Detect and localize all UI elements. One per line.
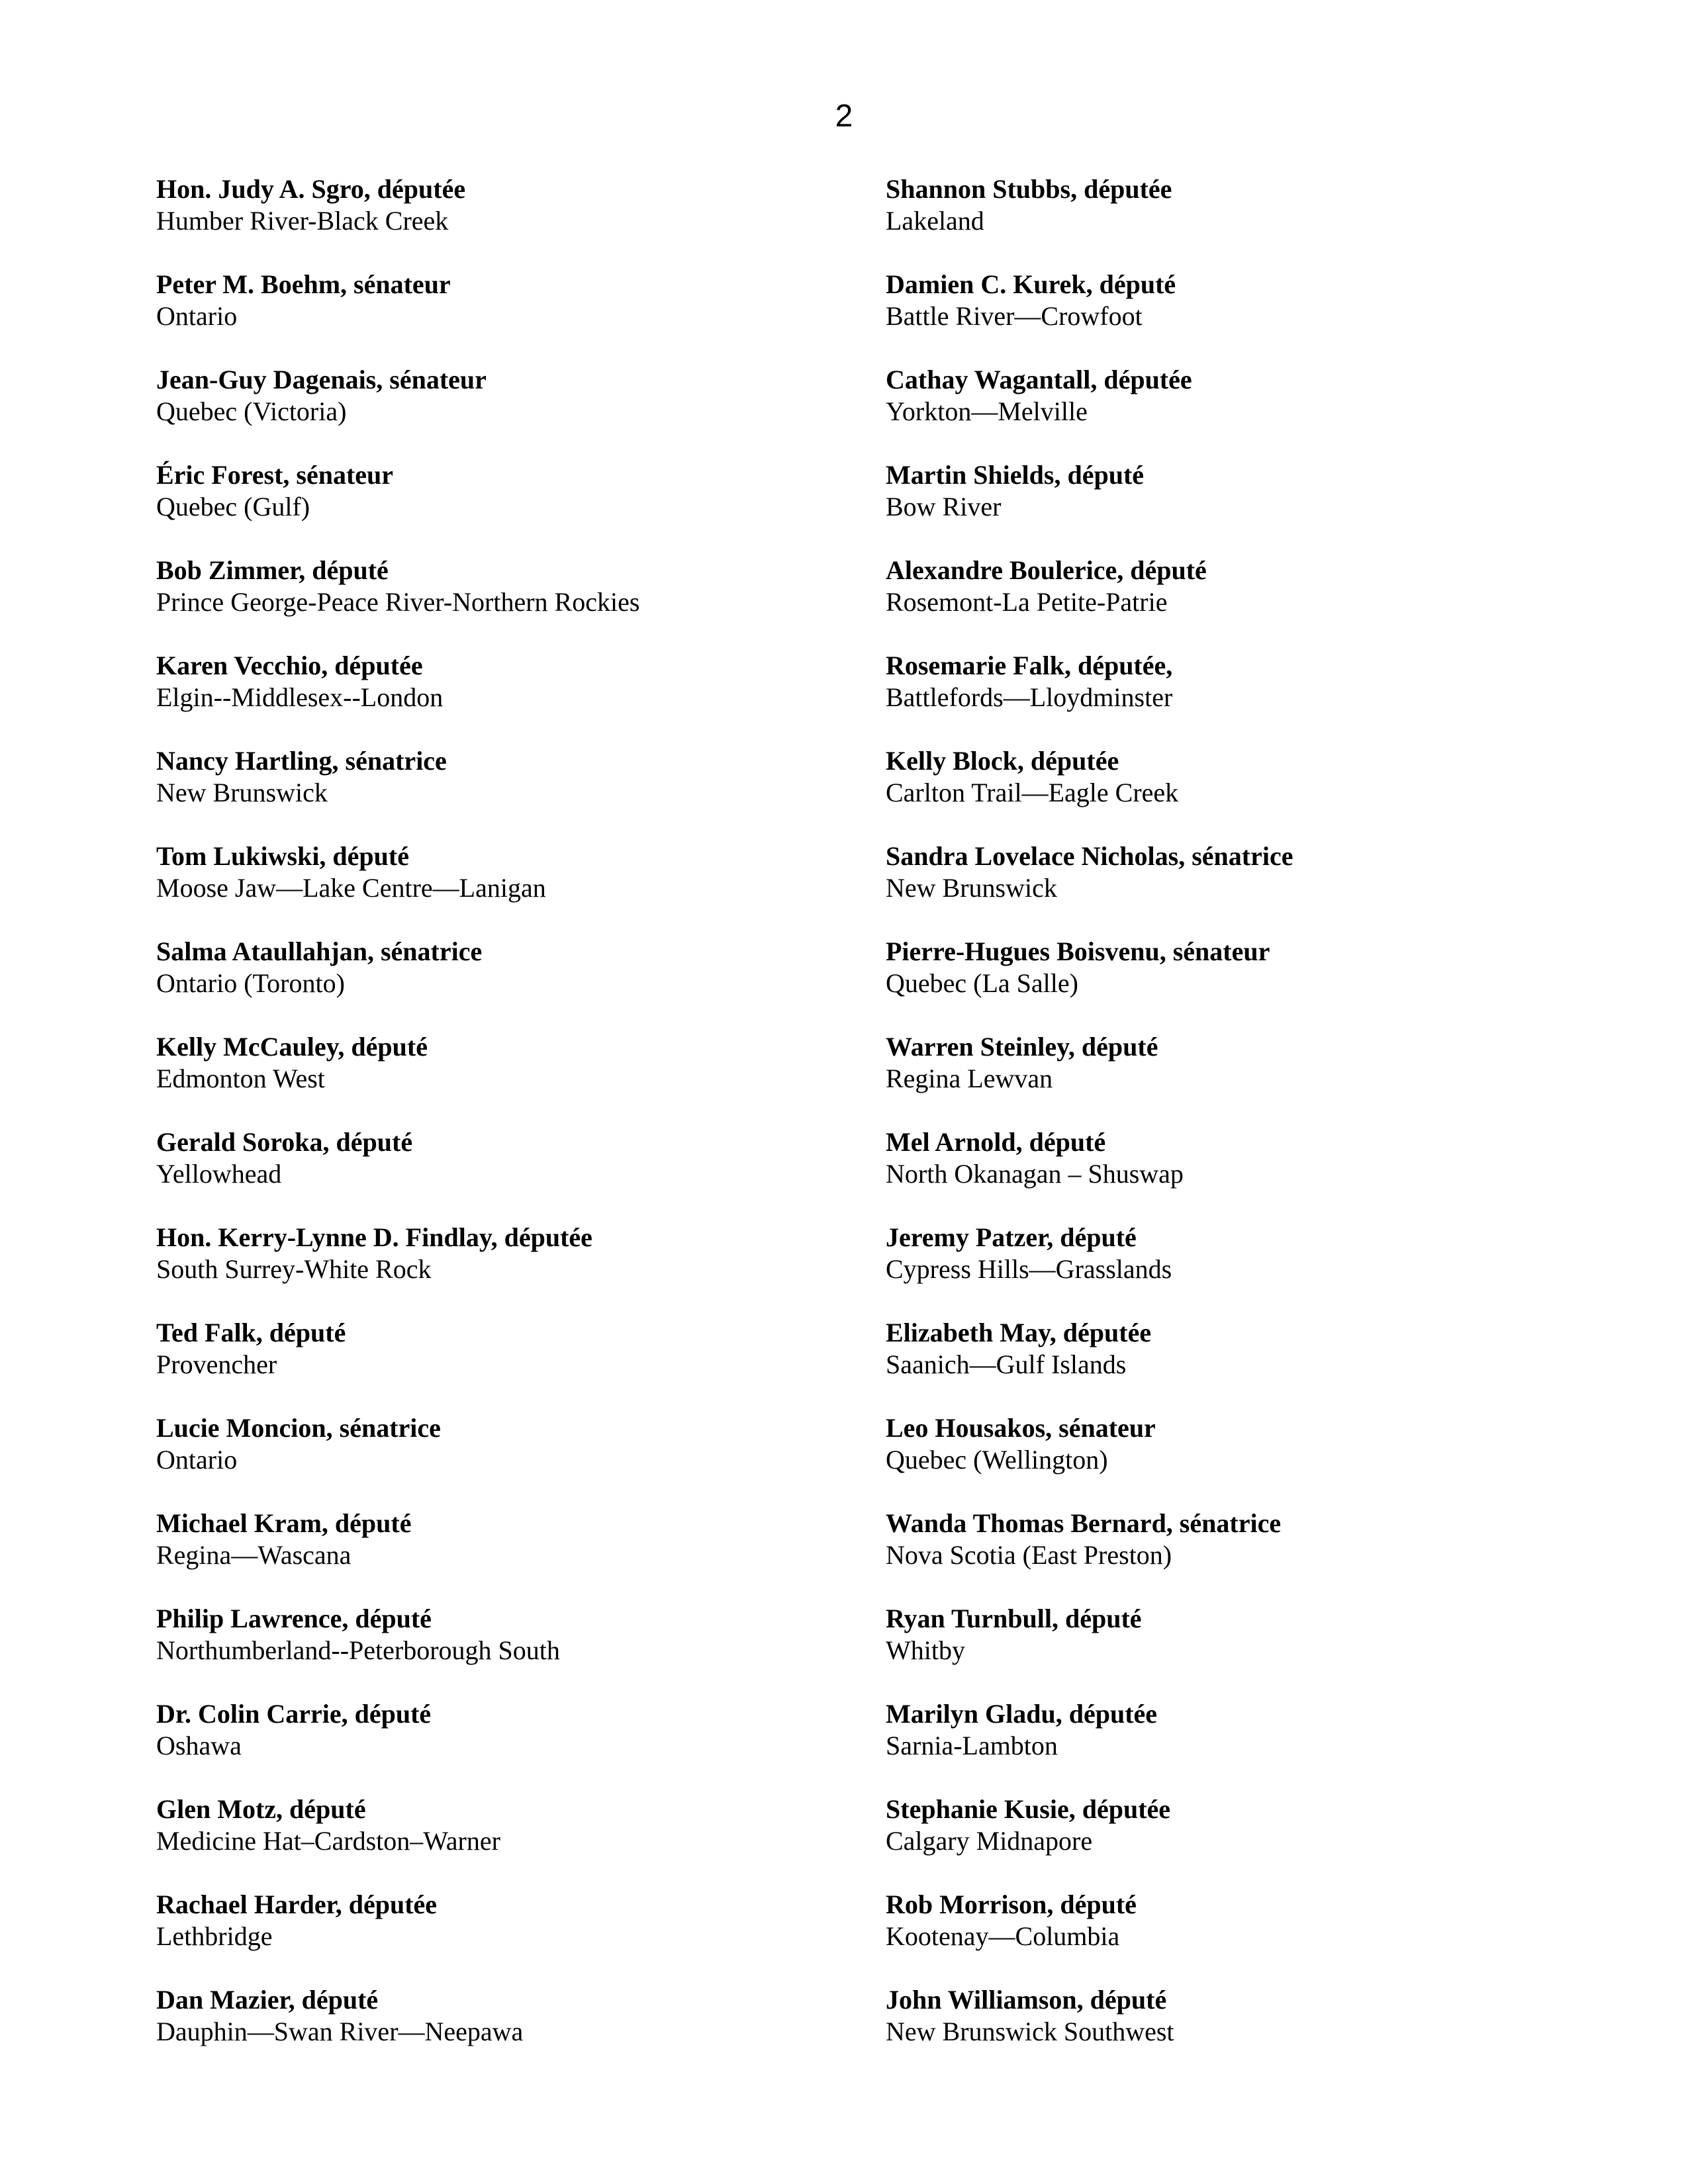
signatory-name: Peter M. Boehm, sénateur	[156, 269, 451, 299]
signatory-name: Shannon Stubbs, députée	[886, 174, 1172, 204]
signatory-entry	[156, 1508, 851, 1603]
signatory-entry	[156, 1317, 851, 1412]
signatory-riding: North Okanagan – Shuswap	[886, 1159, 1184, 1189]
signatory-name: Warren Steinley, député	[886, 1032, 1158, 1062]
signatory-entry	[886, 1984, 1548, 2079]
signatory-name: Leo Housakos, sénateur	[886, 1413, 1156, 1443]
signatory-riding: Ontario	[156, 1445, 238, 1475]
signatory-entry	[156, 173, 851, 269]
signatory-name: Wanda Thomas Bernard, sénatrice	[886, 1508, 1282, 1538]
signatory-entry	[886, 841, 1548, 936]
signatory-riding: Kootenay—Columbia	[886, 1921, 1120, 1951]
signatory-entry	[886, 1698, 1548, 1794]
signatory-riding: Rosemont-La Petite-Patrie	[886, 587, 1168, 617]
signatory-entry	[886, 1794, 1548, 1889]
signatory-entry	[886, 1412, 1548, 1508]
signatory-riding: Oshawa	[156, 1731, 242, 1760]
signatory-name: Philip Lawrence, député	[156, 1604, 432, 1633]
signatory-riding: Whitby	[886, 1635, 965, 1665]
signatory-riding: New Brunswick Southwest	[886, 2017, 1174, 2046]
signatory-name: Marilyn Gladu, députée	[886, 1699, 1158, 1729]
signatory-name: Alexandre Boulerice, député	[886, 555, 1207, 585]
signatory-entry	[156, 841, 851, 936]
signatory-name: Rachael Harder, députée	[156, 1889, 438, 1919]
signatory-entry	[156, 1984, 851, 2079]
signatory-riding: Regina Lewvan	[886, 1064, 1053, 1093]
signatory-riding: Quebec (Gulf)	[156, 492, 310, 522]
signatory-riding: Medicine Hat–Cardston–Warner	[156, 1826, 500, 1856]
signatory-riding: Moose Jaw—Lake Centre—Lanigan	[156, 873, 546, 903]
signatory-name: Tom Lukiwski, député	[156, 841, 409, 871]
signatory-entry	[886, 1222, 1548, 1317]
signatory-riding: Lakeland	[886, 206, 984, 236]
signatory-name: Dr. Colin Carrie, député	[156, 1699, 432, 1729]
signatory-name: Jean-Guy Dagenais, sénateur	[156, 365, 487, 394]
signatory-name: Hon. Judy A. Sgro, députée	[156, 174, 466, 204]
signatory-entry	[156, 1412, 851, 1508]
signatory-riding: Quebec (Victoria)	[156, 396, 347, 426]
signatory-entry	[886, 1126, 1548, 1222]
signatory-name: Damien C. Kurek, député	[886, 269, 1176, 299]
signatory-name: Pierre-Hugues Boisvenu, sénateur	[886, 936, 1270, 966]
signatory-riding: Ontario (Toronto)	[156, 968, 345, 998]
signatory-entry	[156, 269, 851, 364]
signatory-riding: Prince George-Peace River-Northern Rockies	[156, 587, 640, 617]
signatory-entry	[156, 1126, 851, 1222]
signatory-entry	[886, 650, 1548, 745]
signatory-riding: Nova Scotia (East Preston)	[886, 1540, 1172, 1570]
signatory-entry	[156, 459, 851, 555]
signatory-name: Éric Forest, sénateur	[156, 460, 394, 490]
signatory-name: Kelly McCauley, député	[156, 1032, 428, 1062]
signatory-name: Martin Shields, député	[886, 460, 1145, 490]
signatory-riding: Humber River-Black Creek	[156, 206, 449, 236]
signatory-entry	[886, 1508, 1548, 1603]
signatory-riding: Quebec (Wellington)	[886, 1445, 1108, 1475]
signatory-riding: Battlefords—Lloydminster	[886, 682, 1173, 712]
signatory-name: Glen Motz, député	[156, 1794, 366, 1824]
signatory-entry	[886, 1889, 1548, 1984]
signatory-entry	[156, 555, 851, 650]
signatory-name: Nancy Hartling, sénatrice	[156, 746, 447, 776]
signatory-entry	[886, 1603, 1548, 1698]
signatory-column-right	[886, 173, 1548, 2079]
signatory-name: Karen Vecchio, députée	[156, 651, 423, 680]
signatory-name: Sandra Lovelace Nicholas, sénatrice	[886, 841, 1293, 871]
signatory-entry	[156, 936, 851, 1031]
signatory-entry	[156, 1603, 851, 1698]
signatory-riding: Calgary Midnapore	[886, 1826, 1093, 1856]
signatory-name: Lucie Moncion, sénatrice	[156, 1413, 441, 1443]
signatory-entry	[156, 1222, 851, 1317]
signatory-entry	[156, 745, 851, 841]
signatory-riding: Lethbridge	[156, 1921, 273, 1951]
signatory-name: Bob Zimmer, député	[156, 555, 389, 585]
signatory-name: Mel Arnold, député	[886, 1127, 1106, 1157]
signatory-name: Hon. Kerry-Lynne D. Findlay, députée	[156, 1222, 592, 1252]
signatory-riding: Ontario	[156, 301, 238, 331]
signatory-riding: Northumberland--Peterborough South	[156, 1635, 560, 1665]
signatory-riding: Edmonton West	[156, 1064, 325, 1093]
signatory-name: Gerald Soroka, député	[156, 1127, 413, 1157]
signatory-riding: New Brunswick	[886, 873, 1057, 903]
signatory-name: Michael Kram, député	[156, 1508, 412, 1538]
signatory-riding: Yellowhead	[156, 1159, 282, 1189]
page-number: 2	[835, 99, 853, 134]
signatory-riding: Regina—Wascana	[156, 1540, 352, 1570]
signatory-riding: Carlton Trail—Eagle Creek	[886, 778, 1179, 807]
signatory-entry	[886, 364, 1548, 459]
signatory-name: John Williamson, député	[886, 1985, 1167, 2015]
signatory-entry	[886, 173, 1548, 269]
signatory-riding: Provencher	[156, 1349, 277, 1379]
signatory-name: Ted Falk, député	[156, 1318, 346, 1347]
signatory-riding: Sarnia-Lambton	[886, 1731, 1058, 1760]
signatory-entry	[886, 745, 1548, 841]
signatory-entry	[156, 650, 851, 745]
signatory-riding: Cypress Hills—Grasslands	[886, 1254, 1172, 1284]
signatory-name: Elizabeth May, députée	[886, 1318, 1152, 1347]
signatory-entry	[886, 459, 1548, 555]
signatory-name: Ryan Turnbull, député	[886, 1604, 1142, 1633]
signatory-riding: Elgin--Middlesex--London	[156, 682, 444, 712]
signatory-name: Dan Mazier, député	[156, 1985, 379, 2015]
signatory-entry	[886, 936, 1548, 1031]
signatory-name: Cathay Wagantall, députée	[886, 365, 1192, 394]
signatory-entry	[886, 1317, 1548, 1412]
signatory-entry	[156, 1889, 851, 1984]
signatory-riding: Dauphin—Swan River—Neepawa	[156, 2017, 524, 2046]
signatory-riding: Yorkton—Melville	[886, 396, 1088, 426]
signatory-column-left	[156, 173, 851, 2079]
signatory-name: Rosemarie Falk, députée,	[886, 651, 1173, 680]
signatory-entry	[156, 1794, 851, 1889]
signatory-riding: New Brunswick	[156, 778, 328, 807]
signatory-name: Kelly Block, députée	[886, 746, 1119, 776]
signatory-name: Rob Morrison, député	[886, 1889, 1137, 1919]
signatory-riding: Saanich—Gulf Islands	[886, 1349, 1127, 1379]
signatory-name: Salma Ataullahjan, sénatrice	[156, 936, 483, 966]
signatory-riding: South Surrey-White Rock	[156, 1254, 432, 1284]
signatory-entry	[156, 1698, 851, 1794]
signatory-riding: Battle River—Crowfoot	[886, 301, 1143, 331]
signatory-entry	[156, 364, 851, 459]
signatory-riding: Bow River	[886, 492, 1002, 522]
signatory-riding: Quebec (La Salle)	[886, 968, 1078, 998]
signatory-entry	[886, 269, 1548, 364]
signatory-name: Jeremy Patzer, député	[886, 1222, 1137, 1252]
signatory-entry	[886, 1031, 1548, 1126]
signatory-name: Stephanie Kusie, députée	[886, 1794, 1171, 1824]
signatory-entry	[886, 555, 1548, 650]
signatory-entry	[156, 1031, 851, 1126]
